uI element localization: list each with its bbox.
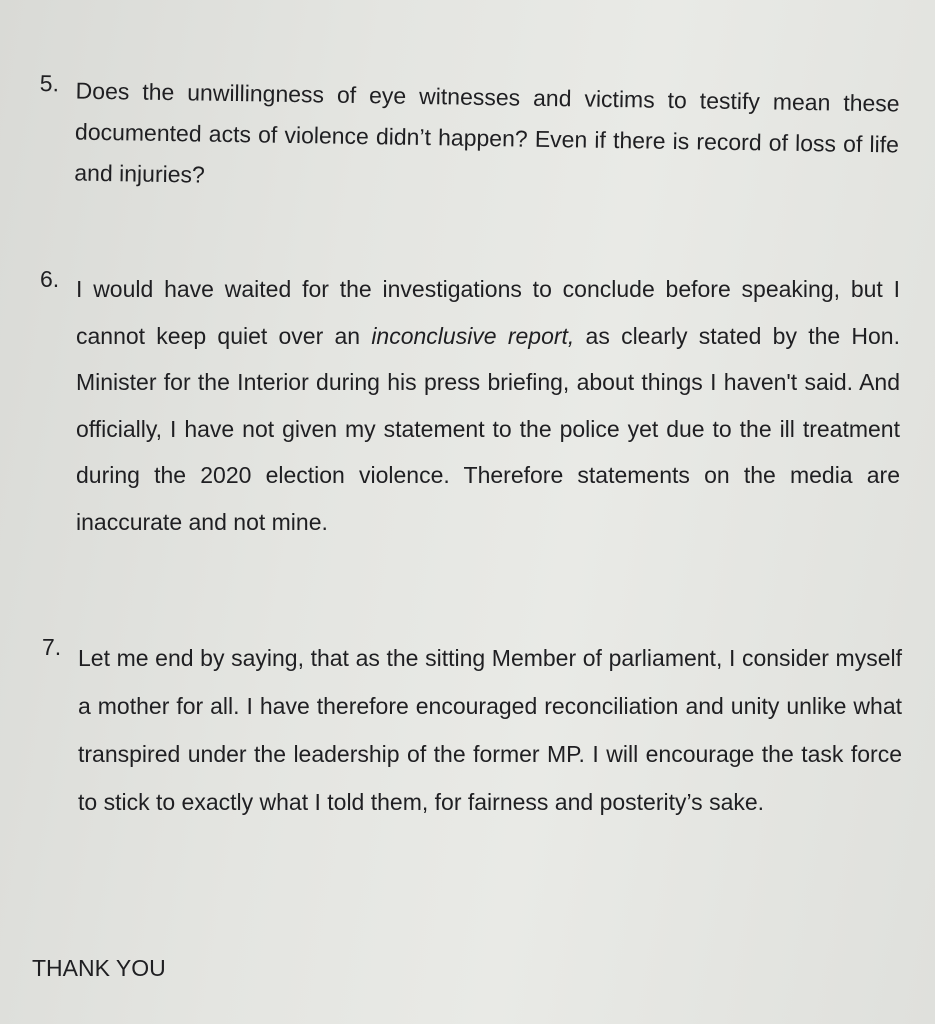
list-item-7 [42,634,902,826]
item-text-part: as clearly stated by the Hon. Minister for the Interior during his press briefing, about things I haven't said. And officially, I have not given my statement to the police yet due to the ill treatment during the 2020 election violence. Therefore statements on the media are inaccurate and not mine. [76,322,900,535]
item-text-italic: inconclusive report, [371,322,575,349]
list-item-5 [38,70,900,206]
item-number: 6. [40,266,60,292]
item-text: Let me end by saying, that as the sitting Member of parliament, I consider myself a mother for all. I have therefore encouraged reconciliation and unity unlike what transpired under the leadership of the former MP. I will encourage the task force to stick to exactly what I told them, for fairness and posterity’s sake. [78,645,902,815]
list-item-6 [40,266,900,545]
item-number: 7. [42,634,62,660]
item-text: Does the unwillingness of eye witnesses and victims to testify mean these documented acts of violence didn’t happen? Even if there is record of loss of life and injuries? [74,77,900,188]
item-number: 5. [39,70,60,97]
item-text-part: I would have waited for the investigations to conclude before speaking, but I cannot keep quiet over an [76,276,900,349]
closing-text: THANK YOU [32,955,166,981]
item-text [76,266,900,545]
